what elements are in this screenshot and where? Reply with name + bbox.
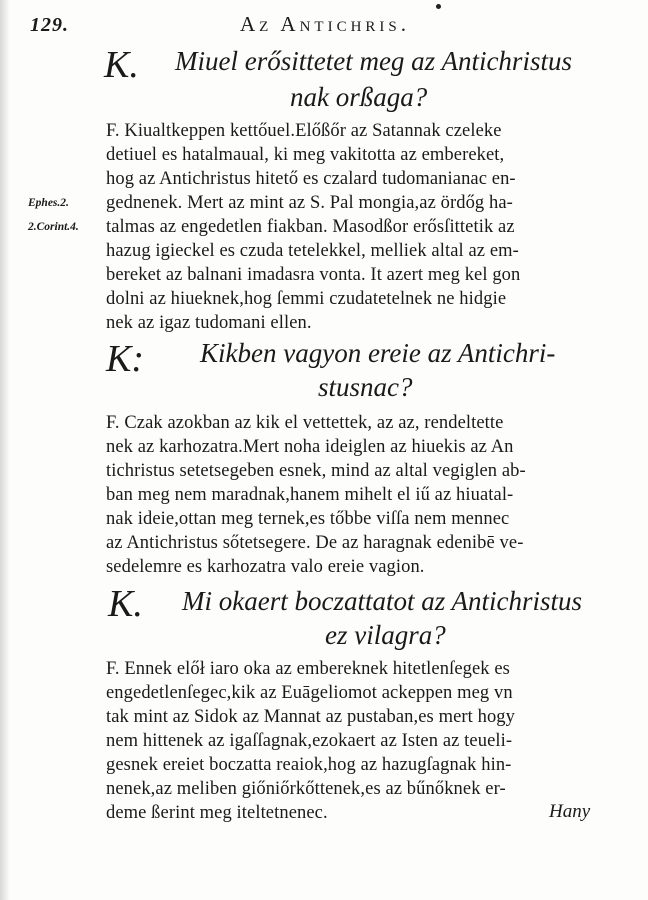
- answer-line: bereket az balnani imadasra vonta. It azert meg kel gon: [106, 265, 521, 285]
- answer-line: gednenek. Mert az mint az S. Pal mongia,az ördőg ha-: [106, 193, 513, 213]
- answer-line: tak mint az Sidok az Mannat az pustaban,es mert hogy: [106, 707, 516, 727]
- question-letter: K:: [106, 338, 144, 380]
- answer-line: nem hittenek az igaſſagnak,ezokaert az Isten az teueli-: [106, 731, 513, 751]
- question-line: nak orßaga?: [290, 82, 428, 112]
- answer-line: deme ßerint meg iteltetnenec.: [106, 803, 328, 823]
- answer-line: engedetlenſegec,kik az Euāgeliomot ackeppen meg vn: [106, 683, 513, 703]
- page-number: 129.: [30, 14, 69, 36]
- margin-note: Ephes.2.: [28, 197, 69, 209]
- answer-line: F. Kiualtkeppen kettőuel.Előßőr az Satannak czeleke: [106, 121, 502, 141]
- answer-line: nenek,az meliben giőniőrkőttenek,es az bűnőknek er-: [106, 779, 506, 799]
- page-gutter-shadow: [0, 0, 10, 900]
- answer-line: nek az igaz tudomani ellen.: [106, 313, 312, 333]
- answer-line: sedelemre es karhozatra valo ereie vagion.: [106, 557, 425, 577]
- question-line: Miuel erősittetet meg az Antichristus: [175, 46, 572, 76]
- answer-line: talmas az engedetlen fiakban. Masodßor erősſittetik az: [106, 217, 515, 237]
- catchword: Hany: [549, 801, 591, 822]
- answer-line: ban meg nem maradnak,hanem mihelt el iű az hiuatal-: [106, 485, 514, 505]
- answer-line: hog az Antichristus hitető es czalard tudomanianac en-: [106, 169, 516, 189]
- answer-line: dolni az hiueknek,hog ſemmi czudatetelnek ne hidgie: [106, 289, 507, 309]
- answer-line: detiuel es hatalmaual, ki meg vakitotta az embereket,: [106, 145, 505, 165]
- ink-dot: [436, 4, 441, 9]
- answer-line: F. Czak azokban az kik el vettettek, az az, rendeltette: [106, 413, 504, 433]
- answer-line: gesnek ereiet boczatta reaiok,hog az hazugſagnak hin-: [106, 755, 512, 775]
- answer-line: tichristus setetsegeben esnek, mind az altal vegiglen ab-: [106, 461, 526, 481]
- question-line: Mi okaert boczattatot az Antichristus: [182, 586, 582, 616]
- running-head: Az Antichris.: [240, 12, 411, 36]
- question-line: Kikben vagyon ereie az Antichri-: [200, 338, 556, 368]
- answer-line: F. Ennek előł iaro oka az embereknek hitetlenſegek es: [106, 659, 510, 679]
- answer-line: nek az karhozatra.Mert noha ideiglen az hiuekis az An: [106, 437, 514, 457]
- question-letter: K.: [104, 44, 139, 86]
- answer-line: nak ideie,ottan meg ternek,es tőbbe viſſa nem mennec: [106, 509, 510, 529]
- answer-line: hazug igieckel es czuda tetelekkel, melliek altal az em-: [106, 241, 519, 261]
- question-line: stusnac?: [318, 372, 413, 402]
- answer-line: az Antichristus sőtetsegere. De az haragnak edenibē ve-: [106, 533, 524, 553]
- margin-note: 2.Corint.4.: [28, 221, 79, 233]
- question-line: ez vilagra?: [325, 620, 446, 650]
- question-letter: K.: [108, 583, 143, 625]
